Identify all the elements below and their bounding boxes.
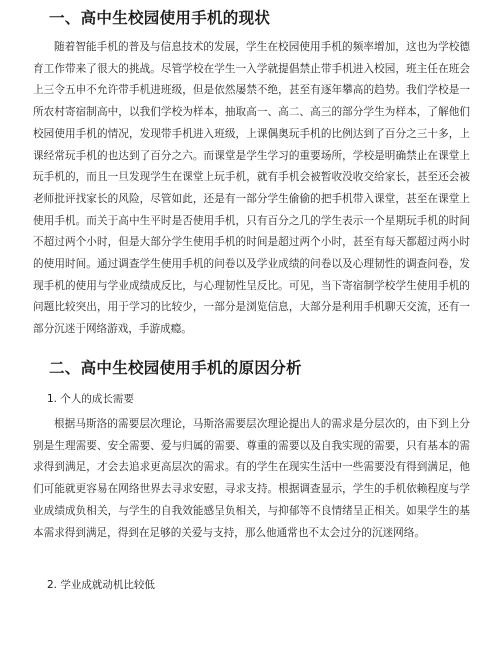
section-heading-current-status: 一、高中生校园使用手机的现状	[49, 9, 271, 27]
section-heading-cause-analysis: 二、高中生校园使用手机的原因分析	[49, 359, 302, 377]
subsection-paragraph-growth-needs: 根据马斯洛的需要层次理论，马斯洛需要层次理论提出人的需求是分层次的，由下到上分别是生理需要、安全需要、爱与归属的需要、尊重的需要以及自我实现的需要，只有基本的需求得到满足，才会去追求更高层次的需求。有的学生在现实生活中一些需要没有得到满足，他们可能就更容易在网络世界去寻求安慰，寻求支持。根据调查显示，学生的手机依赖程度与学业成绩成负相关，与学生的自我效能感呈负相关，与抑郁等不良情绪呈正相关。如果学生的基本需求得到满足，得到在足够的关爱与支持，那么他通常也不太会过分的沉迷网络。	[33, 418, 470, 539]
section-paragraph-current-status: 随着智能手机的普及与信息技术的发展，学生在校园使用手机的频率增加，这也为学校德育工作带来了很大的挑战。尽管学校在学生一入学就提倡禁止带手机进入校园，班主任在班会上三令五申不允许带手机进班级，但是依然屡禁不绝，甚至有逐年攀高的趋势。我们学校是一所农村寄宿制高中，以我们学校为样本，抽取高一、高二、高三的部分学生为样本，了解他们校园使用手机的情况，发现带手机进入班级，上课偶奥玩手机的比例达到了百分之三十多，上课经常玩手机的也达到了百分之六。而课堂是学生学习的重要场所，学校是明确禁止在课堂上玩手机的，而且一旦发现学生在课堂上玩手机，就有手机会被暂收没收交给家长，甚至还会被老师批评找家长的风险，尽管如此，还是有一部分学生偷偷的把手机带入课堂，甚至在课堂上使用手机。而关于高中生平时是否使用手机，只有百分之几的学生表示一个星期玩手机的时间不超过两个小时，但是大部分学生使用手机的时间是超过两个小时，甚至有每天都超过两小时的使用时间。通过调查学生使用手机的问卷以及学业成绩的问卷以及心理韧性的调查问卷，发现手机的使用与学业成绩成反比，与心理韧性呈反比。可见，当下寄宿制学校学生使用手机的问题比较突出，用于学习的比较少，一部分是浏览信息，大部分是利用手机聊天交流，还有一部分沉迷于网络游戏，手游成瘾。	[33, 41, 470, 336]
subsection-heading-growth-needs: 1. 个人的成长需要	[47, 393, 134, 405]
subsection-heading-achievement-motivation: 2. 学业成就动机比较低	[47, 579, 155, 591]
